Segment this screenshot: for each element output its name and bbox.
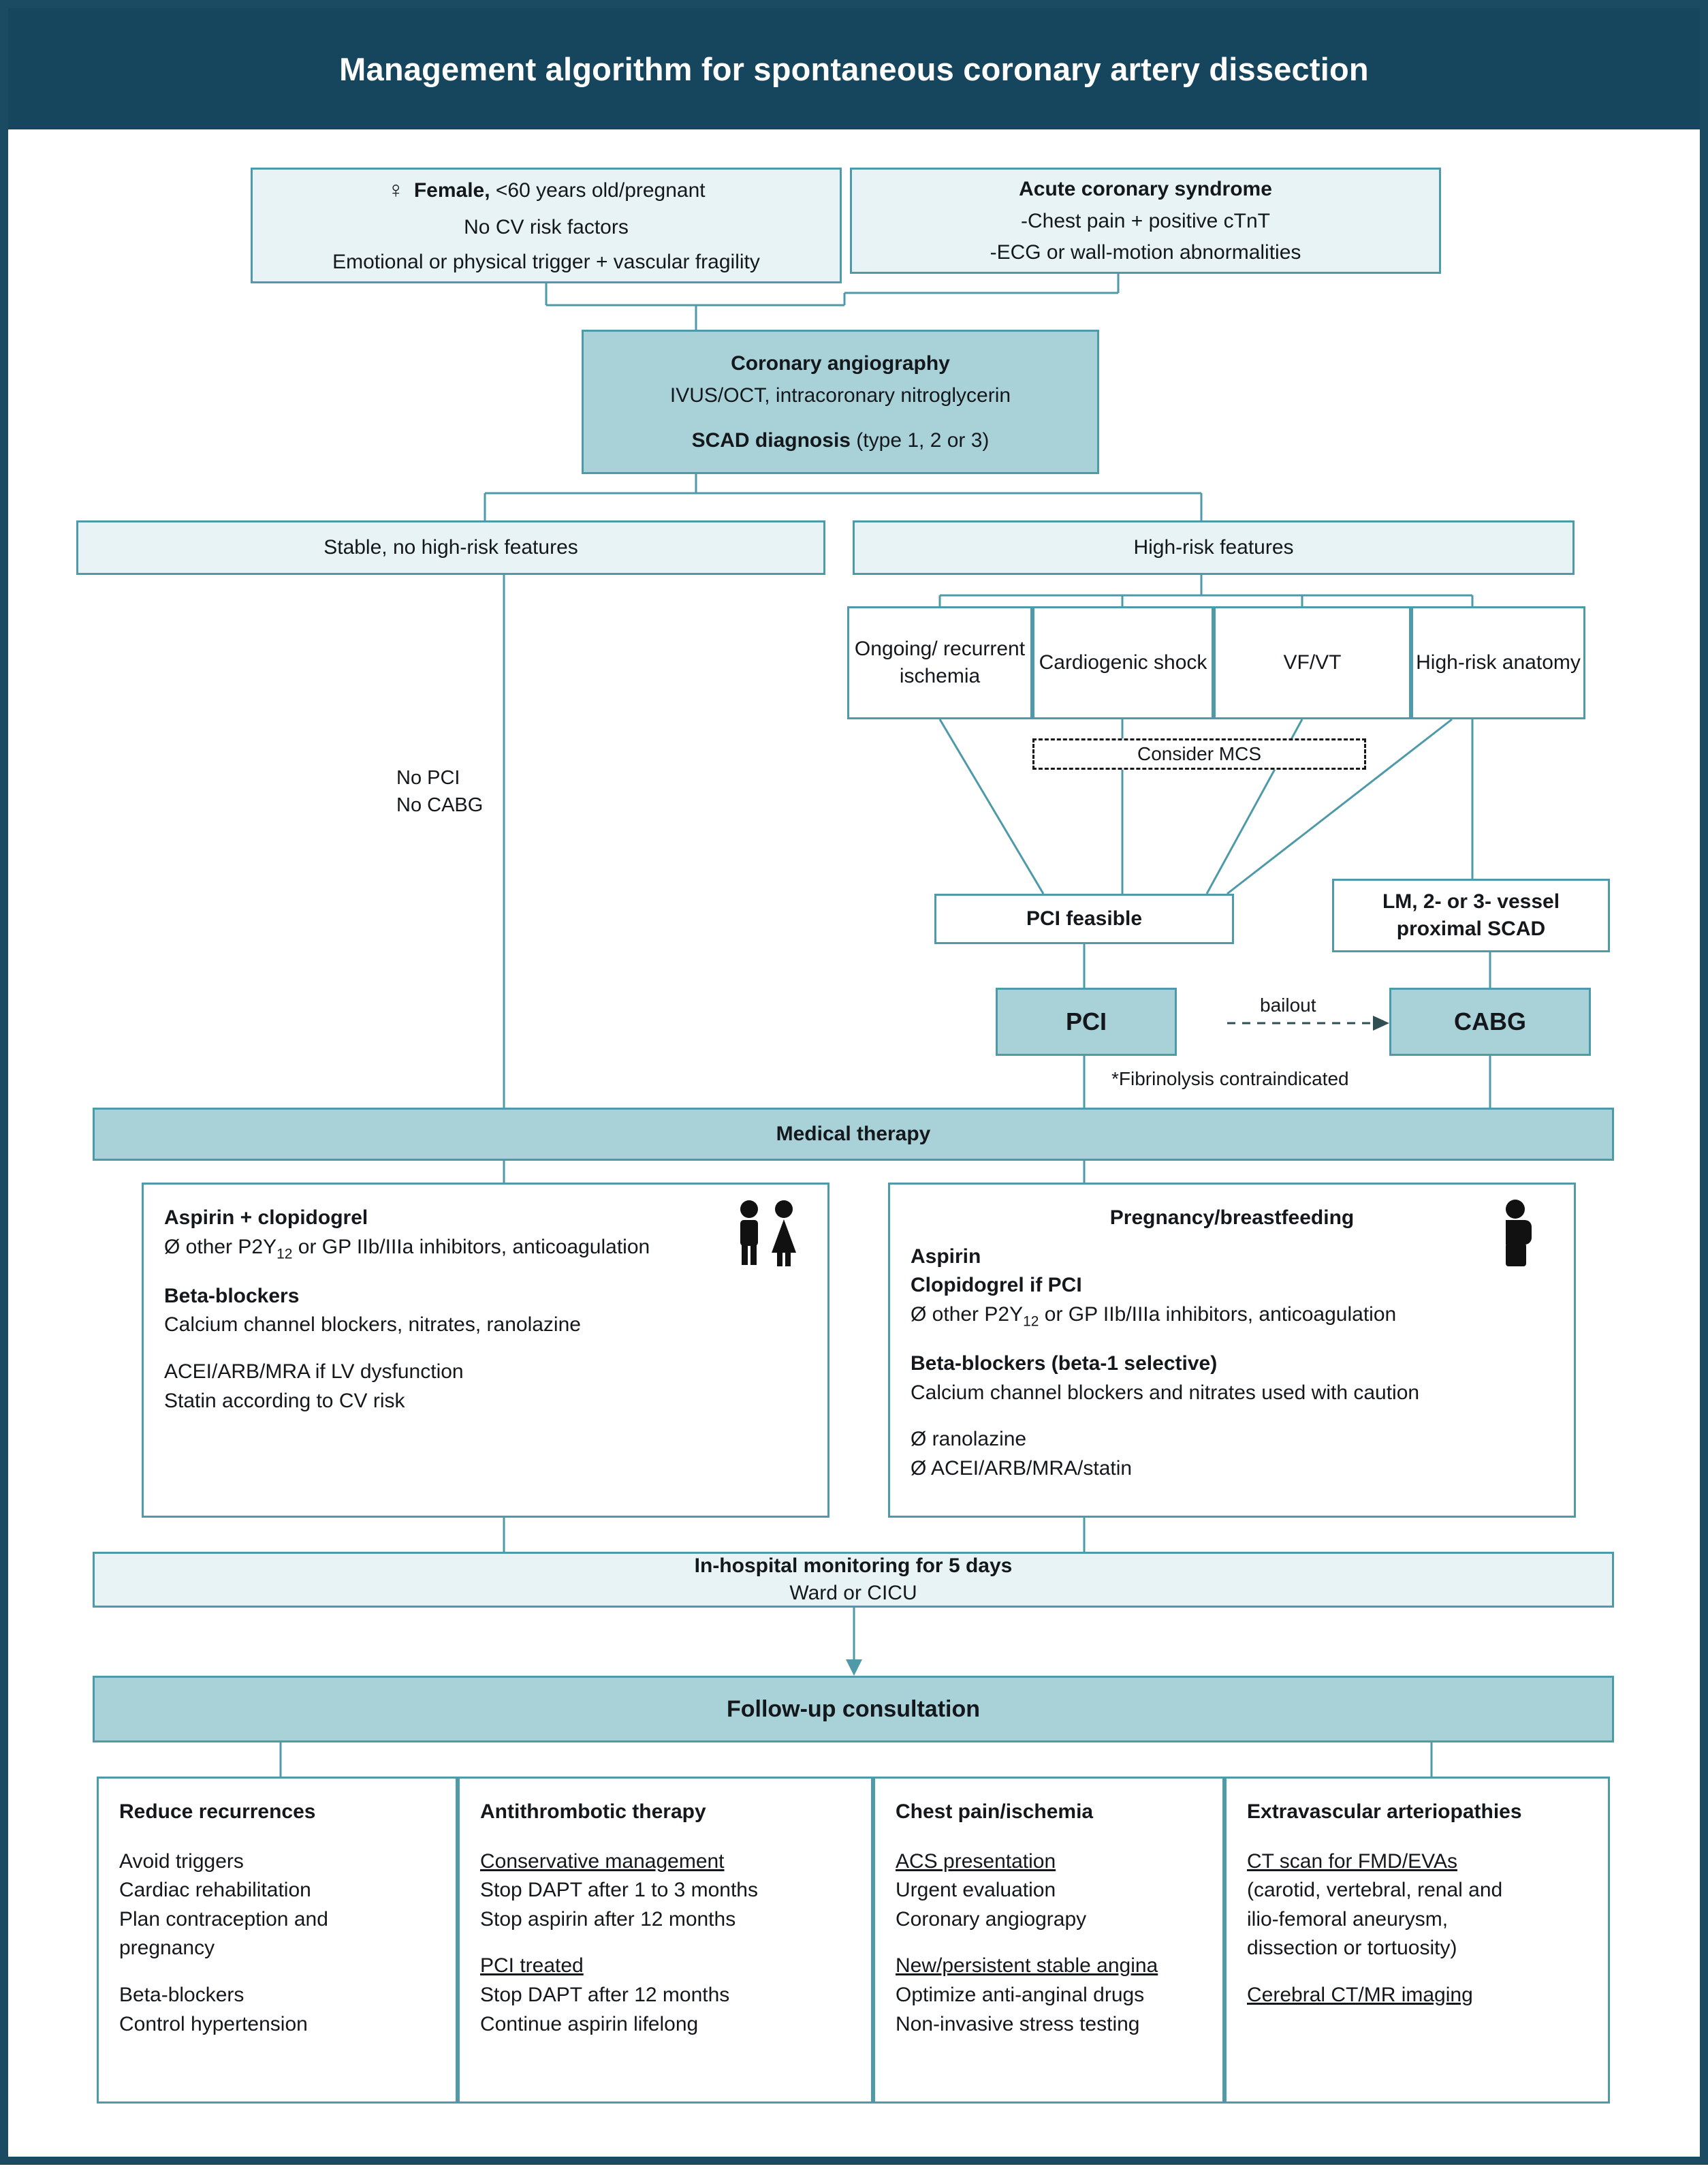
- node-monitoring-line1: In-hospital monitoring for 5 days: [694, 1554, 1013, 1578]
- node-high-risk-features: [853, 520, 1575, 575]
- followup-col2-line6: Non-invasive stress testing: [896, 2012, 1140, 2035]
- therapy-left-aspirin-clopidogrel: Aspirin + clopidogrel: [164, 1206, 368, 1229]
- therapy-right-aspirin: Aspirin: [911, 1245, 981, 1268]
- node-female-line2: No CV risk factors: [464, 215, 629, 238]
- node-stable-label: Stable, no high-risk features: [323, 536, 578, 559]
- followup-col2-line0: ACS presentation: [896, 1849, 1056, 1873]
- therapy-right-line3-sub: 12: [1023, 1313, 1039, 1330]
- followup-col0-line3: pregnancy: [119, 1937, 215, 1960]
- therapy-right-title: Pregnancy/breastfeeding: [1109, 1206, 1355, 1229]
- followup-col0-line0: Avoid triggers: [119, 1849, 244, 1873]
- node-acs: [850, 168, 1441, 274]
- page-title: Management algorithm for spontaneous coronary artery dissection: [8, 8, 1700, 129]
- node-stable-no-high-risk: [76, 520, 825, 575]
- therapy-left-line6: Statin according to CV risk: [164, 1389, 405, 1412]
- followup-col0-line6: Control hypertension: [119, 2012, 308, 2035]
- node-acs-title: Acute coronary syndrome: [1019, 177, 1272, 200]
- therapy-left-line2-pre: Ø other P2Y: [164, 1235, 277, 1258]
- node-pci-label: PCI: [1065, 1007, 1107, 1036]
- therapy-left-line2-sub: 12: [276, 1245, 293, 1262]
- node-female-line1-bold: Female,: [413, 178, 490, 202]
- followup-col3-line1: (carotid, vertebral, renal and: [1247, 1879, 1503, 1902]
- node-cardiogenic-shock: [1032, 606, 1214, 719]
- node-coronary-angiography: [582, 330, 1099, 474]
- label-bailout: bailout: [1260, 995, 1316, 1016]
- node-followup-label: Follow-up consultation: [726, 1695, 981, 1722]
- followup-col1-line1: Stop DAPT after 1 to 3 months: [480, 1879, 758, 1902]
- node-acs-line2: -Chest pain + positive cTnT: [1021, 210, 1270, 233]
- followup-col2-line2: Coronary angiograpy: [896, 1907, 1087, 1930]
- therapy-left-beta-blockers: Beta-blockers: [164, 1284, 300, 1307]
- man-woman-icon: [732, 1200, 807, 1277]
- followup-col3-line5: Cerebral CT/MR imaging: [1247, 1983, 1473, 2006]
- node-pci-feasible: [934, 894, 1234, 944]
- node-pci-feasible-label: PCI feasible: [1026, 907, 1143, 931]
- pregnant-woman-icon: [1495, 1200, 1543, 1277]
- followup-col3-line3: dissection or tortuosity): [1247, 1937, 1457, 1960]
- node-high-risk-anatomy: [1411, 606, 1585, 719]
- node-consider-mcs: [1032, 738, 1366, 770]
- followup-col1-line6: Continue aspirin lifelong: [480, 2012, 699, 2035]
- followup-col1-title: Antithrombotic therapy: [480, 1800, 706, 1823]
- node-ongoing-label: Ongoing/ recurrent ischemia: [854, 638, 1026, 687]
- node-pci: [996, 988, 1177, 1056]
- therapy-left-line4: Calcium channel blockers, nitrates, ranolazine: [164, 1313, 581, 1336]
- node-anatomy-label: High-risk anatomy: [1416, 651, 1581, 674]
- therapy-right-clopidogrel: Clopidogrel if PCI: [911, 1274, 1082, 1297]
- female-symbol-icon: ♀: [387, 176, 405, 203]
- node-mcs-label: Consider MCS: [1137, 742, 1262, 764]
- panel-therapy-pregnancy: [888, 1183, 1576, 1518]
- therapy-left-line2: [164, 1233, 807, 1264]
- therapy-right-line6: Ø ranolazine: [911, 1428, 1027, 1451]
- therapy-left-line2-post: or GP IIb/IIIa inhibitors, anticoagulation: [292, 1235, 650, 1258]
- followup-col1-line4: PCI treated: [480, 1954, 584, 1977]
- followup-column-extravascular-arteriopathies: [1224, 1777, 1610, 2104]
- label-no-pci-no-cabg: [396, 764, 483, 819]
- followup-col3-line0: CT scan for FMD/EVAs: [1247, 1849, 1457, 1873]
- node-vf-vt: [1214, 606, 1411, 719]
- followup-col0-title: Reduce recurrences: [119, 1800, 316, 1823]
- node-angio-line2: IVUS/OCT, intracoronary nitroglycerin: [669, 384, 1011, 407]
- followup-column-reduce-recurrences: [97, 1777, 458, 2104]
- panel-therapy-general: [142, 1183, 829, 1518]
- node-female-line3: Emotional or physical trigger + vascular fragility: [332, 251, 760, 274]
- followup-col3-line2: ilio-femoral aneurysm,: [1247, 1907, 1449, 1930]
- therapy-right-line7: Ø ACEI/ARB/MRA/statin: [911, 1456, 1133, 1480]
- node-cabg: [1389, 988, 1591, 1056]
- therapy-right-line3-post: or GP IIb/IIIa inhibitors, anticoagulation: [1039, 1302, 1397, 1326]
- followup-col3-title: Extravascular arteriopathies: [1247, 1800, 1522, 1823]
- followup-column-chest-pain-ischemia: [873, 1777, 1224, 2104]
- followup-col2-line1: Urgent evaluation: [896, 1879, 1056, 1902]
- label-no-cabg: No CABG: [396, 794, 484, 817]
- followup-col2-line4: New/persistent stable angina: [896, 1954, 1158, 1977]
- followup-col0-line2: Plan contraception and: [119, 1907, 328, 1930]
- label-fibrinolysis-contraindicated: *Fibrinolysis contraindicated: [1111, 1068, 1349, 1089]
- node-monitoring-line2: Ward or CICU: [789, 1582, 917, 1604]
- node-medical-therapy: [93, 1108, 1614, 1161]
- node-followup-consultation: [93, 1676, 1614, 1742]
- node-in-hospital-monitoring: [93, 1552, 1614, 1608]
- node-angio-diagnosis-rest: (type 1, 2 or 3): [850, 428, 990, 452]
- followup-col1-line5: Stop DAPT after 12 months: [480, 1983, 730, 2006]
- node-vfvt-label: VF/VT: [1283, 651, 1342, 674]
- followup-col1-line0: Conservative management: [480, 1849, 725, 1873]
- node-cabg-label: CABG: [1454, 1007, 1526, 1036]
- therapy-right-line3: [911, 1300, 1553, 1332]
- node-lm-line1: LM, 2- or 3- vessel: [1382, 890, 1560, 913]
- node-shock-label: Cardiogenic shock: [1039, 651, 1207, 674]
- therapy-right-line3-pre: Ø other P2Y: [911, 1302, 1024, 1326]
- node-angio-title: Coronary angiography: [731, 351, 950, 375]
- node-medical-therapy-label: Medical therapy: [776, 1123, 931, 1146]
- node-female: [251, 168, 842, 283]
- followup-col2-line5: Optimize anti-anginal drugs: [896, 1983, 1145, 2006]
- followup-col0-line5: Beta-blockers: [119, 1983, 244, 2006]
- therapy-right-line5: Calcium channel blockers and nitrates used with caution: [911, 1381, 1420, 1404]
- node-lm-line2: proximal SCAD: [1396, 918, 1546, 940]
- node-lm-multivessel: [1332, 879, 1610, 952]
- followup-column-antithrombotic-therapy: [458, 1777, 873, 2104]
- node-female-line1-rest: <60 years old/pregnant: [490, 178, 706, 202]
- node-acs-line3: -ECG or wall-motion abnormalities: [990, 240, 1301, 264]
- node-ongoing-ischemia: [847, 606, 1032, 719]
- therapy-left-line5: ACEI/ARB/MRA if LV dysfunction: [164, 1360, 464, 1383]
- node-highrisk-label: High-risk features: [1133, 536, 1294, 559]
- node-angio-diagnosis-bold: SCAD diagnosis: [691, 428, 851, 452]
- label-no-pci: No PCI: [396, 767, 460, 789]
- followup-col2-title: Chest pain/ischemia: [896, 1800, 1094, 1823]
- followup-col1-line2: Stop aspirin after 12 months: [480, 1907, 736, 1930]
- followup-col0-line1: Cardiac rehabilitation: [119, 1879, 311, 1902]
- therapy-right-beta-blockers: Beta-blockers (beta-1 selective): [911, 1351, 1218, 1375]
